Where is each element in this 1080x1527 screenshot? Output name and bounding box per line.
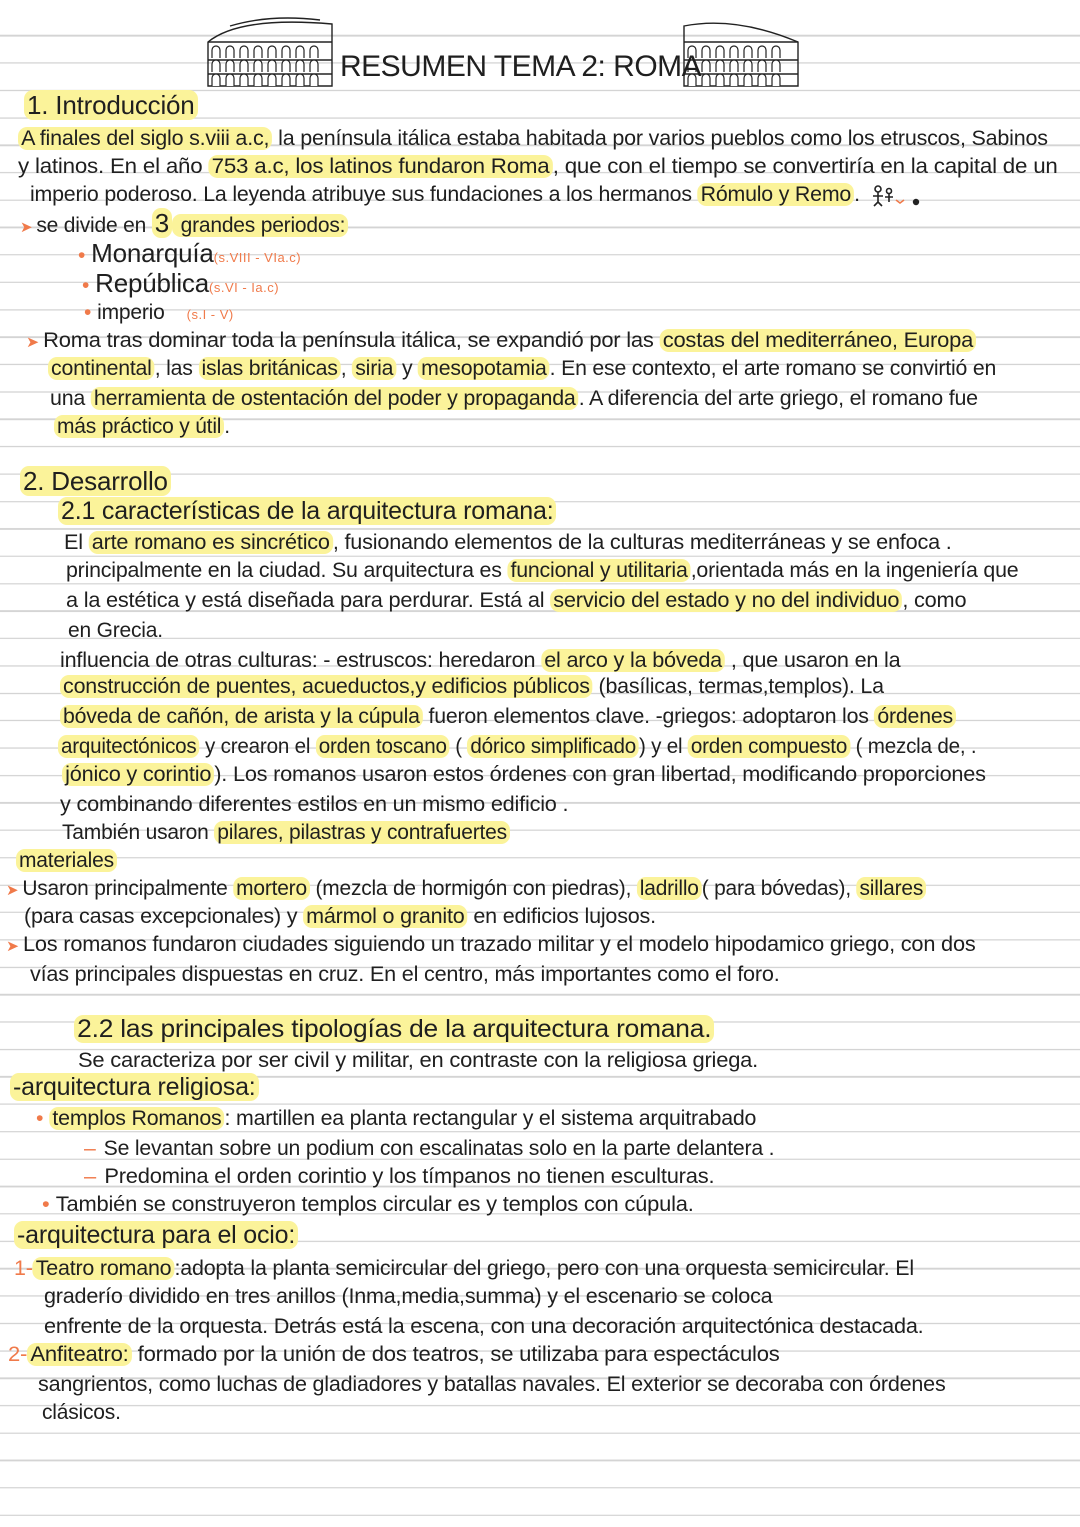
mat-line-3 <box>6 932 976 960</box>
char-line-1 <box>64 530 952 556</box>
i3-b: fueron elementos clave. -griegos: adoptaron los <box>422 705 875 728</box>
expansion-line-3 <box>50 386 978 412</box>
arrow-bullet-icon: ➤ <box>6 938 19 955</box>
i5-highlight: jónico y corintio <box>62 763 214 786</box>
m1-d: ladrillo <box>637 877 702 900</box>
i1-c: , que usaron en la <box>725 649 901 672</box>
arrow-bullet-icon: ➤ <box>20 219 33 236</box>
intro-p3-end: . <box>854 183 860 206</box>
dev-sub1 <box>58 498 556 524</box>
c2-highlight: funcional y utilitaria <box>507 559 690 582</box>
o1-highlight: Teatro romano <box>33 1257 175 1280</box>
intro-line-2 <box>18 154 1058 180</box>
exp2-hl-a: continental <box>48 357 155 380</box>
romulus-remus-doodle-icon <box>870 184 924 208</box>
religiosa-text: -arquitectura religiosa: <box>10 1073 259 1101</box>
periods-text-end: grandes periodos: <box>172 214 348 237</box>
c1-c: , fusionando elementos de la culturas mediterráneas y se enfoca . <box>332 531 952 554</box>
dot-bullet-icon: • <box>36 1107 44 1130</box>
i4-c: orden toscano <box>316 735 450 758</box>
char-line-2 <box>66 558 1018 584</box>
period-range: (s.VIII - VIa.c) <box>213 250 302 265</box>
i7-highlight: pilares, pilastras y contrafuertes <box>214 821 510 844</box>
ocio-number-1: 1- <box>14 1257 33 1280</box>
dash-bullet-icon: – <box>84 1165 96 1188</box>
i4-a: arquitectónicos <box>58 735 199 758</box>
m1-a: Usaron principalmente <box>22 877 234 900</box>
i3-highlight-2: órdenes <box>874 705 956 728</box>
dev-heading <box>20 468 171 494</box>
exp2-text-h: . En ese contexto, el arte romano se convirtió en <box>549 357 997 380</box>
dev-sub1-text: 2.1 características de la arquitectura romana: <box>58 497 556 525</box>
intro-p2-text-end: , que con el tiempo se convertiría en la capital de un <box>552 155 1058 178</box>
c2-c: ,orientada más en la ingeniería que <box>690 559 1019 582</box>
i4-d: ( <box>449 735 468 758</box>
char-line-4: en Grecia. <box>68 619 163 642</box>
ocio-heading <box>14 1222 298 1248</box>
rel-line-2 <box>84 1136 774 1162</box>
exp2-text-f: y <box>396 357 419 380</box>
period-range: (s.VI - Ia.c) <box>209 280 280 295</box>
period-name: República <box>95 268 209 298</box>
ocio-line-2: graderío dividido en tres anillos (Inma,media,summa) y el escenario se coloca <box>44 1285 773 1308</box>
period-imperio <box>84 300 234 328</box>
ocio-number-2: 2- <box>8 1343 28 1366</box>
periods-intro <box>20 210 348 241</box>
dev-sub2-text: 2.2 las principales tipologías de la arquitectura romana. <box>74 1015 714 1043</box>
mat-line-2 <box>24 904 656 930</box>
i2-highlight: construcción de puentes, acueductos,y edificios públicos <box>60 675 593 698</box>
exp2-text-b: , las <box>154 357 199 380</box>
i2-b: (basílicas, termas,templos). La <box>592 675 884 698</box>
expansion-line-2 <box>48 356 996 382</box>
materiales-label <box>16 848 117 874</box>
dev-sub2 <box>74 1016 714 1042</box>
exp4-end: . <box>224 415 230 438</box>
typ-intro: Se caracteriza por ser civil y militar, en contraste con la religiosa griega. <box>78 1049 759 1072</box>
infl-line-5 <box>62 762 986 788</box>
i1-a: influencia de otras culturas: - estruscos: heredaron <box>60 649 542 672</box>
r1-highlight: templos Romanos <box>49 1107 224 1130</box>
exp1-highlight: costas del mediterráneo, Europa <box>660 329 977 352</box>
exp1-text: Roma tras dominar toda la península itálica, se expandió por las <box>43 329 660 352</box>
i4-h: ( mezcla de, . <box>850 735 977 758</box>
period-republica <box>82 270 279 301</box>
infl-line-6: y combinando diferentes estilos en un mismo edificio . <box>60 793 569 816</box>
c3-highlight: servicio del estado y no del individuo <box>550 589 902 612</box>
r1-b: : martillen ea planta rectangular y el sistema arquitrabado <box>224 1107 757 1130</box>
intro-heading <box>24 92 198 118</box>
infl-line-2 <box>60 674 884 700</box>
exp2-text-d: , <box>340 357 353 380</box>
period-name: Monarquía <box>91 238 214 268</box>
r3-text: Predomina el orden corintio y los tímpanos no tienen esculturas. <box>104 1165 715 1188</box>
intro-p2-text: y latinos. En el año <box>18 155 209 178</box>
i4-f: ) y el <box>638 735 688 758</box>
i5-b: ). Los romanos usaron estos órdenes con gran libertad, modificando proporciones <box>214 763 986 786</box>
exp2-hl-e: siria <box>352 357 396 380</box>
c1-highlight: arte romano es sincrético <box>89 531 333 554</box>
r4-text: También se construyeron templos circular es y templos con cúpula. <box>55 1193 694 1216</box>
intro-line-3 <box>30 182 860 208</box>
rel-line-3 <box>84 1164 714 1190</box>
ocio-line-1 <box>14 1256 914 1282</box>
period-range: (s.I - V) <box>186 307 234 322</box>
rel-line-1 <box>36 1106 756 1132</box>
i3-highlight: bóveda de cañón, de arista y la cúpula <box>60 705 423 728</box>
c3-c: , como <box>902 589 967 612</box>
c1-a: El <box>64 531 89 554</box>
exp3-text: una <box>50 387 91 410</box>
c2-a: principalmente en la ciudad. Su arquitectura es <box>66 559 508 582</box>
intro-line-1 <box>18 126 1048 152</box>
arrow-bullet-icon: ➤ <box>26 334 39 351</box>
intro-p3-highlight: Rómulo y Remo <box>698 183 855 206</box>
o1-b: :adopta la planta semicircular del griego, pero con una orquesta semicircular. El <box>174 1257 914 1280</box>
m1-b: mortero <box>233 877 310 900</box>
ocio-line-4 <box>8 1342 780 1368</box>
intro-p2-highlight: 753 a.c, los latinos fundaron Roma <box>208 155 552 178</box>
intro-p1-highlight: A finales del siglo s.viii a.c, <box>18 127 272 150</box>
rel-line-4 <box>42 1192 694 1218</box>
ocio-line-3: enfrente de la orquesta. Detrás está la escena, con una decoración arquitectónica destacada. <box>44 1315 924 1338</box>
i4-g: orden compuesto <box>688 735 850 758</box>
colosseum-left-icon <box>200 12 340 90</box>
o4-b: formado por la unión de dos teatros, se utilizaba para espectáculos <box>131 1343 780 1366</box>
exp3-highlight: herramienta de ostentación del poder y propaganda <box>91 387 579 410</box>
exp2-hl-g: mesopotamia <box>418 357 550 380</box>
i4-b: y crearon el <box>199 735 316 758</box>
infl-line-7 <box>62 820 510 846</box>
arrow-bullet-icon: ➤ <box>6 882 19 899</box>
c3-a: a la estética y está diseñada para perdurar. Está al <box>66 589 551 612</box>
o4-highlight: Anfiteatro: <box>27 1343 132 1366</box>
mat-line-1 <box>6 876 926 904</box>
m3-text: Los romanos fundaron ciudades siguiendo un trazado militar y el modelo hipodamico griego, con dos <box>22 933 976 956</box>
m1-e: ( para bóvedas), <box>701 877 857 900</box>
dash-bullet-icon: – <box>84 1137 96 1160</box>
dot-bullet-icon: • <box>84 301 92 324</box>
char-line-3 <box>66 588 966 614</box>
m2-a: (para casas excepcionales) y <box>24 905 304 928</box>
materiales-text: materiales <box>16 849 117 872</box>
ocio-line-6: clásicos. <box>42 1401 121 1424</box>
dot-bullet-icon: • <box>82 274 90 297</box>
dot-bullet-icon: • <box>78 244 86 267</box>
infl-line-3 <box>60 704 956 730</box>
i4-e: dórico simplificado <box>467 735 639 758</box>
intro-heading-text: 1. Introducción <box>24 90 198 120</box>
exp2-hl-c: islas británicas <box>198 357 340 380</box>
m1-f: sillares <box>857 877 927 900</box>
m2-c: en edificios lujosos. <box>467 905 656 928</box>
infl-line-4 <box>58 734 976 760</box>
expansion-line-1 <box>26 328 976 356</box>
m1-c: (mezcla de hormigón con piedras), <box>309 877 637 900</box>
period-monarquia <box>78 240 301 271</box>
expansion-line-4 <box>54 414 230 440</box>
i1-highlight: el arco y la bóveda <box>541 649 725 672</box>
m2-b: mármol o granito <box>303 905 468 928</box>
periods-text: se divide en <box>36 214 152 237</box>
intro-p1-text: la península itálica estaba habitada por varios pueblos como los etruscos, Sabinos <box>272 127 1048 150</box>
page-title: RESUMEN TEMA 2: ROMA <box>340 50 702 83</box>
exp3-text-end: . A diferencia del arte griego, el romano fue <box>578 387 978 410</box>
ocio-line-5: sangrientos, como luchas de gladiadores y batallas navales. El exterior se decoraba con órdenes <box>38 1373 946 1396</box>
intro-p3-text: imperio poderoso. La leyenda atribuye sus fundaciones a los hermanos <box>30 183 698 206</box>
ocio-text: -arquitectura para el ocio: <box>14 1221 298 1249</box>
period-name: imperio <box>97 301 165 324</box>
exp4-highlight: más práctico y útil <box>54 415 224 438</box>
r2-text: Se levantan sobre un podium con escalinatas solo en la parte delantera . <box>103 1137 775 1160</box>
dev-heading-text: 2. Desarrollo <box>20 466 171 496</box>
religiosa-heading <box>10 1074 259 1100</box>
i7-a: También usaron <box>62 821 215 844</box>
mat-line-4: vías principales dispuestas en cruz. En el centro, más importantes como el foro. <box>30 963 780 986</box>
periods-number: 3 <box>152 208 172 238</box>
infl-line-1 <box>60 648 900 674</box>
dot-bullet-icon: • <box>42 1193 50 1216</box>
